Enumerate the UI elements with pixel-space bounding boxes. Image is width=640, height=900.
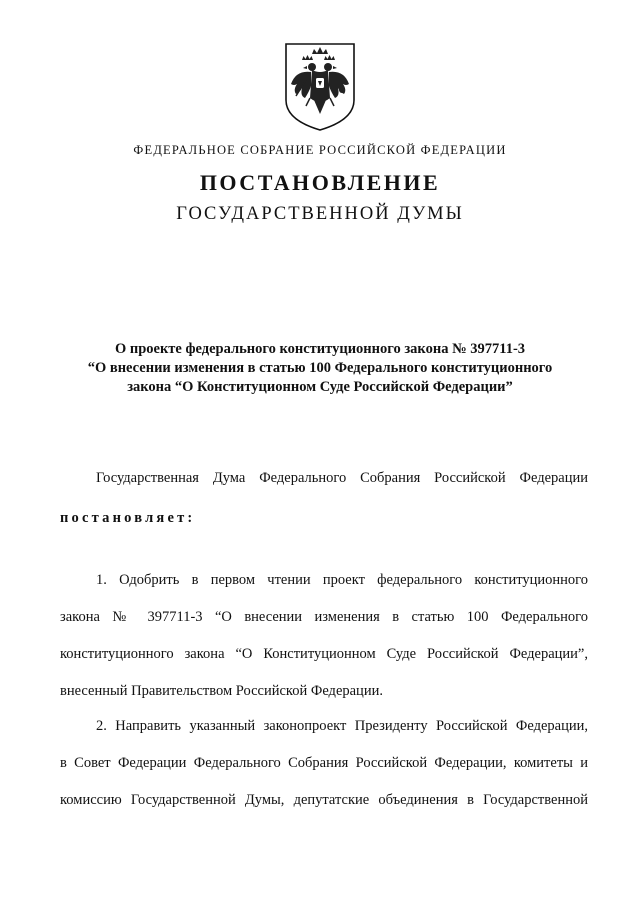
document-title: ПОСТАНОВЛЕНИЕ [199, 170, 441, 195]
subject-heading [60, 340, 580, 397]
item-2-line: комиссию Государственной Думы, депутатские объединения в Государственной [60, 792, 588, 808]
coat-of-arms-icon [282, 40, 358, 134]
subject-line: О проекте федерального конституционного закона № 397711-3 [114, 341, 526, 357]
item-2-line: 2. Направить указанный законопроект Президенту Российской Федерации, [96, 718, 588, 734]
subject-line: закона “О Конституционном Суде Российской Федерации” [127, 379, 513, 395]
document-subtitle: ГОСУДАРСТВЕННОЙ ДУМЫ [176, 204, 464, 224]
preamble-text: Государственная Дума Федерального Собрания Российской Федерации [96, 470, 588, 486]
assembly-name: ФЕДЕРАЛЬНОЕ СОБРАНИЕ РОССИЙСКОЙ ФЕДЕРАЦИИ [133, 143, 507, 157]
subject-line: “О внесении изменения в статью 100 Федерального конституционного [87, 360, 553, 376]
item-2-line: в Совет Федерации Федерального Собрания Российской Федерации, комитеты и [60, 755, 588, 771]
item-1-line: закона № 397711-3 “О внесении изменения в статью 100 Федерального [60, 609, 588, 625]
item-1-line: 1. Одобрить в первом чтении проект федерального конституционного [96, 572, 588, 588]
resolves-word: постановляет: [60, 510, 196, 526]
item-1-line: конституционного закона “О Конституционном Суде Российской Федерации”, [60, 646, 588, 662]
item-1-line: внесенный Правительством Российской Федерации. [60, 683, 383, 699]
